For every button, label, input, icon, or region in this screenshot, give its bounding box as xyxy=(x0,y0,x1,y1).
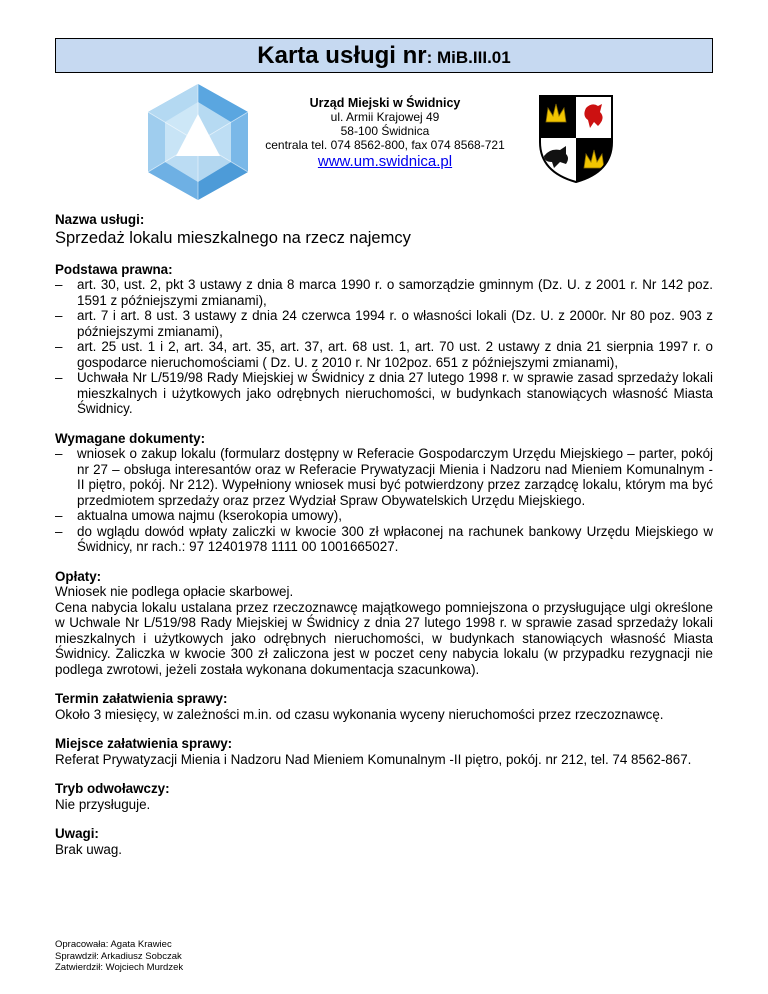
fees-section xyxy=(55,569,713,678)
legal-basis-heading: Podstawa prawna: xyxy=(55,261,173,277)
appeal-value: Nie przysługuje. xyxy=(55,796,151,812)
documents-section xyxy=(55,431,713,555)
notes-heading: Uwagi: xyxy=(55,826,99,841)
list-item: – art. 7 i art. 8 ust. 3 ustawy z dnia 24 czerwca 1994 r. o własności lokali (Dz. U. z 2000r. Nr 80 poz. 903 z późniejszymi zmianami), xyxy=(55,308,713,339)
content xyxy=(55,212,713,871)
fees-line-2: Cena nabycia lokalu ustalana przez rzeczoznawcę majątkowego pomniejszona o przysługujące ulgi określone w Uchwale Nr L/519/98 Rady Miejskiej w Świdnicy z dnia 27 lutego 1998 r. w sprawie zasad sprzedaży lokali mieszkalnych i użytkowych jako odrębnych nieruchomości, w budynkach stanowiących własność Miasta Świdnicy. Zaliczka w kwocie 300 zł zaliczona jest w poczet ceny nabycia lokalu (w przypadku rezygnacji nie podlega zwrotowi, jeżeli została wykonana dokumentacja szacunkowa). xyxy=(55,599,713,677)
appeal-heading: Tryb odwoławczy: xyxy=(55,781,170,796)
office-name: Urząd Miejski w Świdnicy xyxy=(309,96,461,110)
footer-prepared: Opracowała: Agata Krawiec xyxy=(55,939,172,950)
legal-basis-list xyxy=(55,277,713,417)
title-bar xyxy=(55,38,713,73)
fees-heading: Opłaty: xyxy=(55,568,102,584)
office-street: ul. Armii Krajowej 49 xyxy=(330,110,440,124)
documents-list xyxy=(55,446,713,555)
legal-basis-section xyxy=(55,262,713,417)
deadline-heading: Termin załatwienia sprawy: xyxy=(55,691,228,706)
list-item: – Uchwała Nr L/519/98 Rady Miejskiej w Świdnicy z dnia 27 lutego 1998 r. w sprawie zasad sprzedaży lokali mieszkalnych i użytkowych jako odrębnych nieruchomości, w budynkach stanowiących własność Miasta Świdnicy. xyxy=(55,370,713,417)
office-city: 58-100 Świdnica xyxy=(340,124,430,138)
list-item: – do wglądu dowód wpłaty zaliczki w kwocie 300 zł wpłaconej na rachunek bankowy Urzędu Miejskiego w Świdnicy, nr rach.: 97 12401978 1111 00 1001665027. xyxy=(55,524,713,555)
footer-checked: Sprawdził: Arkadiusz Sobczak xyxy=(55,950,182,962)
footer-approved: Zatwierdził: Wojciech Murdzek xyxy=(55,962,184,973)
service-heading: Nazwa usługi: xyxy=(55,212,145,227)
office-phone: centrala tel. 074 8562-800, fax 074 8568-721 xyxy=(265,138,505,152)
fees-line-1: Wniosek nie podlega opłacie skarbowej. xyxy=(55,584,294,599)
deadline-value: Około 3 miesięcy, w zależności m.in. od czasu wykonania wyceny nieruchomości przez rzeczoznawcę. xyxy=(55,706,664,722)
website-link[interactable]: www.um.swidnica.pl xyxy=(317,153,453,170)
footer-signatures xyxy=(55,939,183,974)
appeal-section xyxy=(55,781,713,812)
title-code: : MiB.III.01 xyxy=(426,48,511,67)
notes-section xyxy=(55,826,713,857)
coat-of-arms-icon xyxy=(536,92,616,184)
title-main: Karta usługi nr xyxy=(257,42,427,69)
place-value: Referat Prywatyzacji Mienia i Nadzoru Nad Mieniem Komunalnym -II piętro, pokój. nr 212, tel. 74 8562-867. xyxy=(55,751,692,767)
place-heading: Miejsce załatwienia sprawy: xyxy=(55,736,233,751)
list-item: – art. 30, ust. 2, pkt 3 ustawy z dnia 8 marca 1990 r. o samorządzie gminnym (Dz. U. z 2001 r. Nr 142 poz. 1591 z późniejszymi zmianami), xyxy=(55,277,713,308)
list-item: – art. 25 ust. 1 i 2, art. 34, art. 35, art. 37, art. 68 ust. 1, art. 70 ust. 2 ustawy z dnia 21 sierpnia 1997 r. o gospodarce nieruchomościami ( Dz. U. z 2010 r. Nr 102poz. 651 z późniejszymi zmianami), xyxy=(55,339,713,370)
service-name: Sprzedaż lokalu mieszkalnego na rzecz najemcy xyxy=(55,228,411,247)
place-section xyxy=(55,736,713,767)
notes-value: Brak uwag. xyxy=(55,841,122,857)
list-item: – aktualna umowa najmu (kserokopia umowy), xyxy=(55,508,713,524)
list-item: – wniosek o zakup lokalu (formularz dostępny w Referacie Gospodarczym Urzędu Miejskiego – parter, pokój nr 27 – obsługa interesantów oraz w Referacie Prywatyzacji Mienia i Nadzoru nad Mieniem Komunalnym - II piętro, pokój. Nr 212). Wypełniony wniosek musi być potwierdzony przez zarządcę lokalu, którym ma być przedmiotem sprzedaży oraz przez Wydział Spraw Obywatelskich Urzędu Miejskiego. xyxy=(55,446,713,508)
office-address xyxy=(225,96,545,171)
service-section xyxy=(55,212,713,248)
documents-heading: Wymagane dokumenty: xyxy=(55,430,206,446)
deadline-section xyxy=(55,691,713,722)
